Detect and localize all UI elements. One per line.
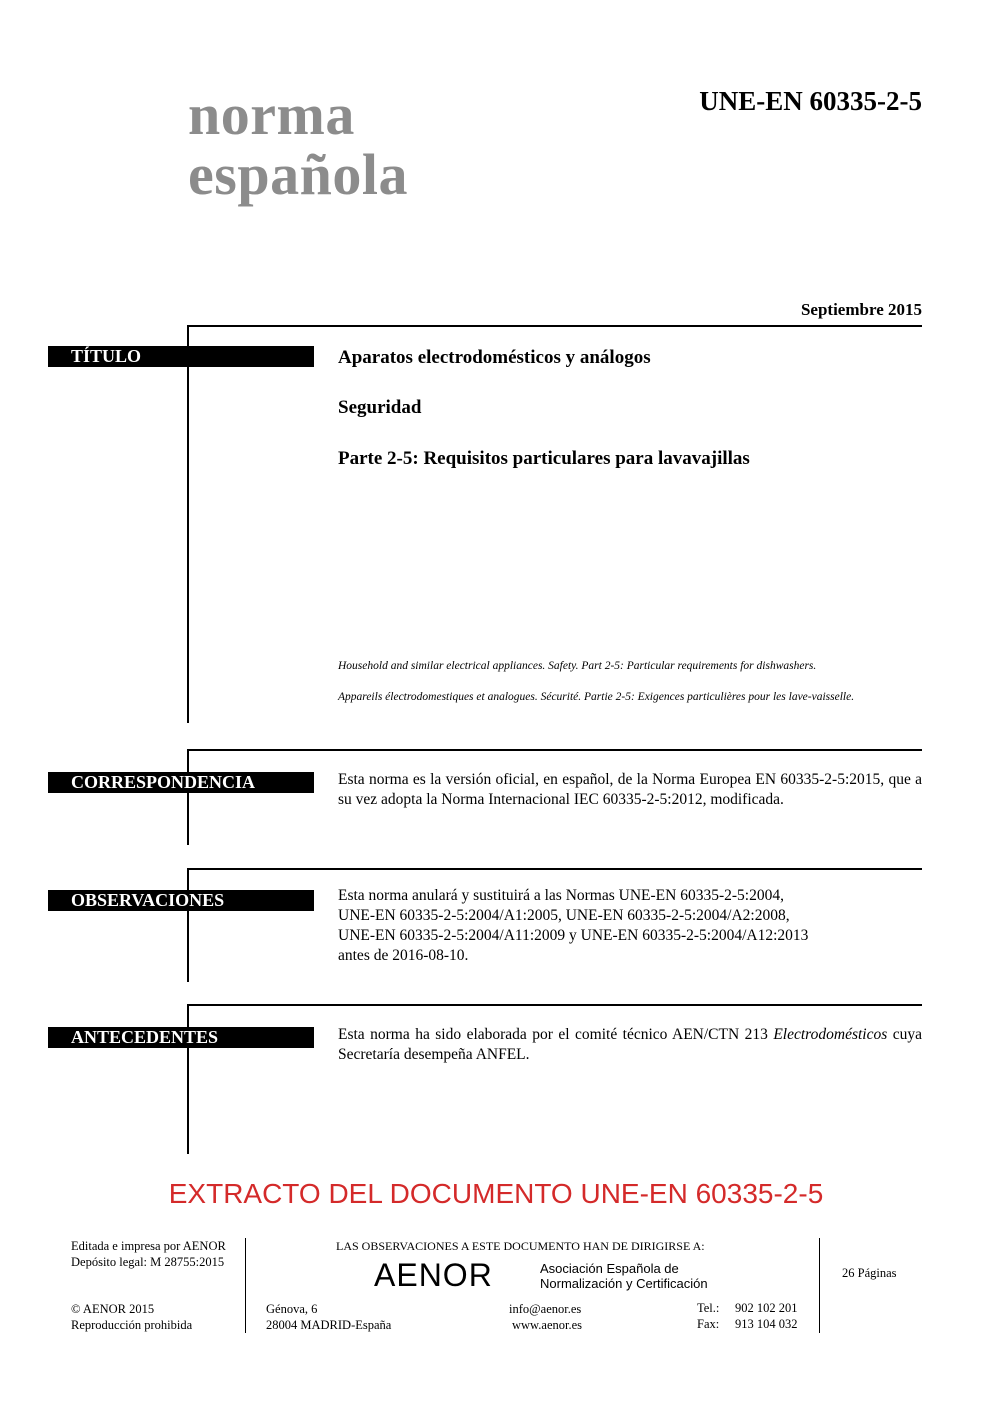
observaciones-line: UNE-EN 60335-2-5:2004/A1:2005, UNE-EN 60335-2-5:2004/A2:2008, xyxy=(338,907,790,924)
section-vertical-rule xyxy=(187,868,189,982)
brand-norma: norma xyxy=(188,82,355,147)
antecedentes-text-after: cuya Secretaría desempeña ANFEL. xyxy=(338,1026,922,1063)
footer-reproduction: Reproducción prohibida xyxy=(71,1318,193,1332)
title-english: Household and similar electrical appliances. Safety. Part 2-5: Particular requirements for dishwashers. xyxy=(338,660,817,672)
footer-rule-left xyxy=(245,1238,246,1333)
footer-fax: 913 104 032 xyxy=(735,1317,798,1331)
aenor-full-name xyxy=(540,1261,708,1291)
observaciones-line: Esta norma anulará y sustituirá a las Normas UNE-EN 60335-2-5:2004, xyxy=(338,887,784,904)
observaciones-line: antes de 2016-08-10. xyxy=(338,947,469,964)
footer-copyright: © AENOR 2015 xyxy=(71,1302,155,1316)
footer-tel: 902 102 201 xyxy=(735,1301,798,1315)
title-french: Appareils électrodomestiques et analogues. Sécurité. Partie 2-5: Exigences particulières pour les lave-vaisselle. xyxy=(338,691,855,703)
footer-address-street: Génova, 6 xyxy=(266,1302,318,1316)
label-correspondencia: CORRESPONDENCIA xyxy=(48,772,314,793)
aenor-name-line-1: Asociación Española de xyxy=(540,1261,679,1276)
footer-edited: Editada e impresa por AENOR xyxy=(71,1239,226,1253)
footer-tel-label: Tel.: xyxy=(697,1301,720,1315)
extract-notice: EXTRACTO DEL DOCUMENTO UNE-EN 60335-2-5 xyxy=(168,1178,824,1209)
publication-date: Septiembre 2015 xyxy=(800,300,922,319)
footer-pages: 26 Páginas xyxy=(842,1266,897,1280)
section-vertical-rule xyxy=(187,749,189,845)
antecedentes-text-before: Esta norma ha sido elaborada por el comité técnico AEN/CTN 213 xyxy=(338,1026,774,1043)
footer-address-city: 28004 MADRID-España xyxy=(266,1318,392,1332)
footer-email[interactable]: info@aenor.es xyxy=(509,1302,582,1316)
footer-rule-right xyxy=(819,1238,820,1333)
aenor-name-line-2: Normalización y Certificación xyxy=(540,1276,708,1291)
label-antecedentes: ANTECEDENTES xyxy=(48,1027,314,1048)
antecedentes-committee: Electrodomésticos xyxy=(773,1026,888,1043)
title-line-2: Seguridad xyxy=(338,397,422,418)
footer-website[interactable]: www.aenor.es xyxy=(512,1318,583,1332)
standard-code: UNE-EN 60335-2-5 xyxy=(699,86,922,116)
footer-deposit: Depósito legal: M 28755:2015 xyxy=(71,1255,225,1269)
title-line-3: Parte 2-5: Requisitos particulares para lavavajillas xyxy=(338,448,750,469)
aenor-logo: AENOR xyxy=(374,1257,493,1293)
observaciones-line: UNE-EN 60335-2-5:2004/A11:2009 y UNE-EN 60335-2-5:2004/A12:2013 xyxy=(338,927,809,944)
section-vertical-rule xyxy=(187,325,189,723)
title-line-1: Aparatos electrodomésticos y análogos xyxy=(338,347,651,368)
section-divider xyxy=(188,1004,922,1006)
label-titulo: TÍTULO xyxy=(48,346,314,367)
footer-observations-header: LAS OBSERVACIONES A ESTE DOCUMENTO HAN DE DIRIGIRSE A: xyxy=(336,1239,705,1253)
correspondencia-text: Esta norma es la versión oficial, en español, de la Norma Europea EN 60335-2-5:2015, que a su vez adopta la Norma Internacional IEC 60335-2-5:2012, modificada. xyxy=(338,771,922,808)
section-divider xyxy=(188,868,922,870)
section-divider xyxy=(188,325,922,327)
observaciones-text xyxy=(338,886,922,966)
brand-espanola: española xyxy=(188,142,408,207)
footer-fax-label: Fax: xyxy=(697,1317,720,1331)
antecedentes-text xyxy=(338,1025,922,1065)
section-divider xyxy=(188,749,922,751)
label-observaciones: OBSERVACIONES xyxy=(48,890,314,911)
